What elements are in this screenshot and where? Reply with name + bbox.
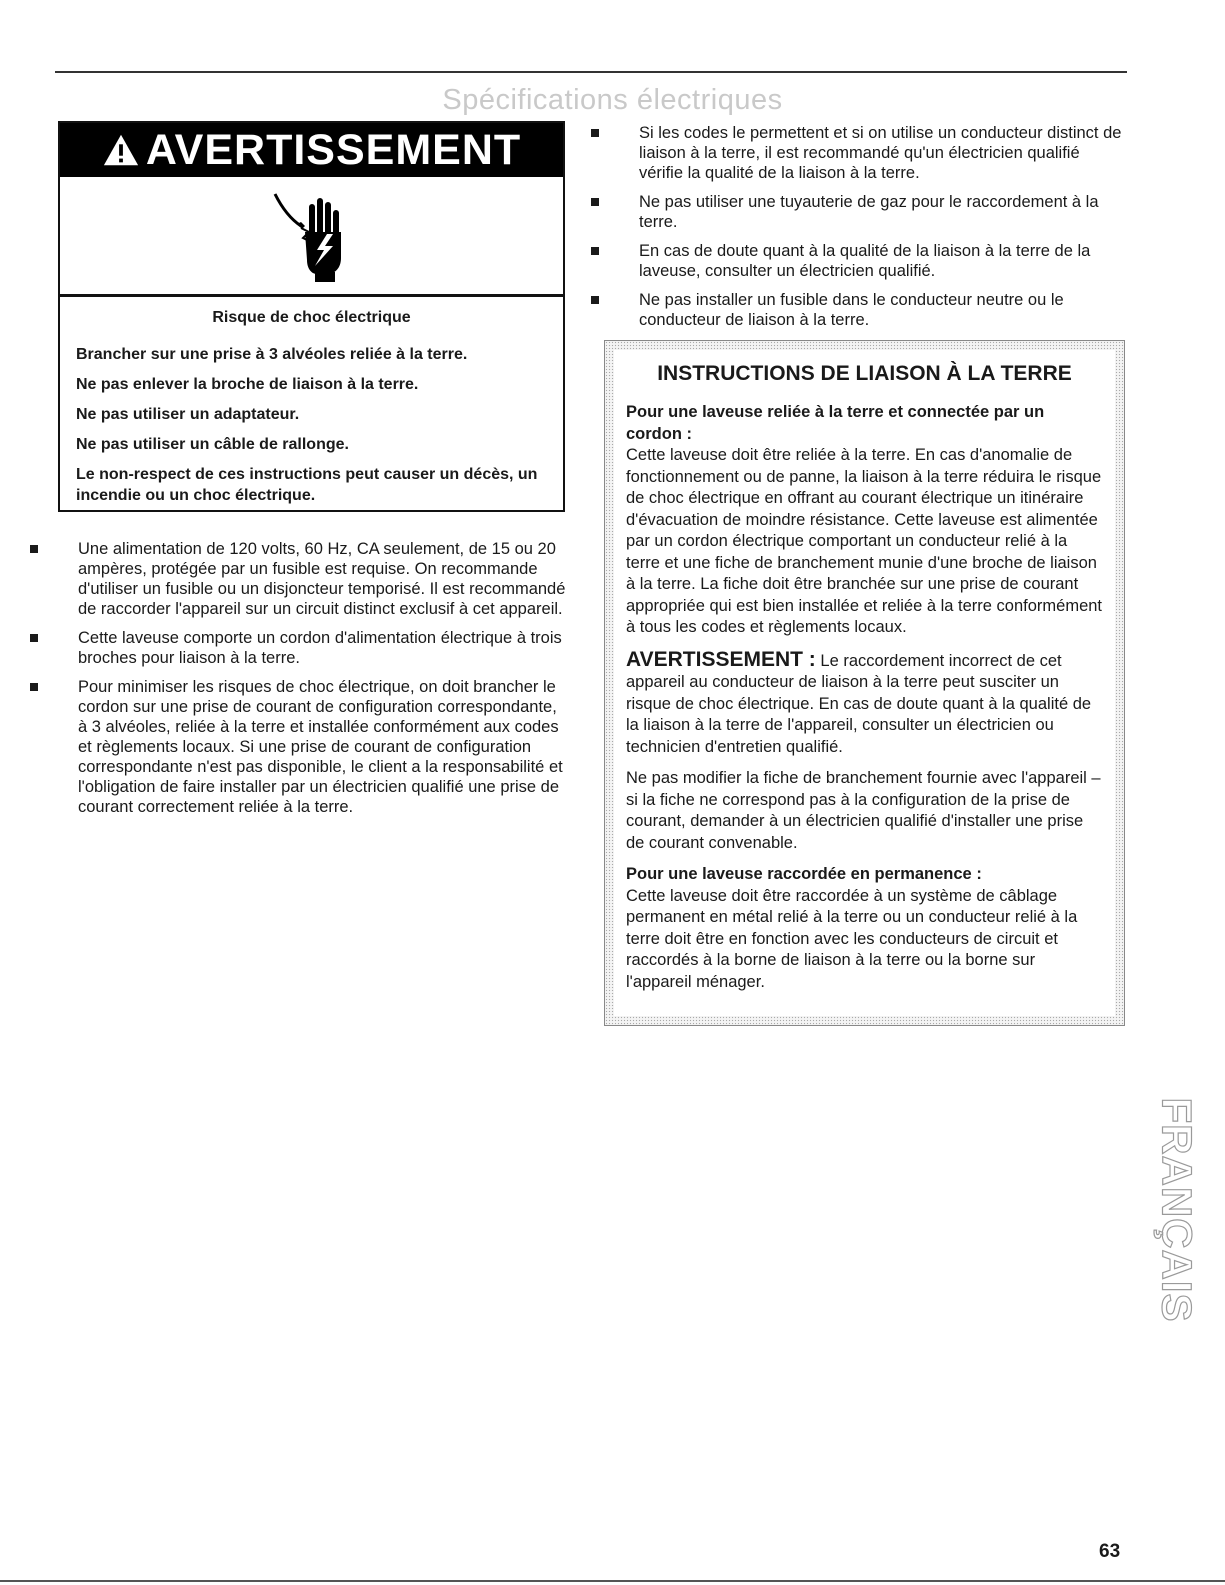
page-number: 63 (1099, 1541, 1121, 1562)
warning-header (60, 123, 563, 177)
electric-shock-hand-icon (267, 188, 357, 284)
warning-label: AVERTISSEMENT : (626, 647, 816, 671)
list-item: En cas de doute quant à la qualité de la liaison à la terre de la laveuse, consulter un électricien qualifié. (591, 241, 1127, 281)
permanent-text: Cette laveuse doit être raccordée à un système de câblage permanent en métal relié à la terre ou un conducteur relié à la terre doit être en fonction avec les conducteurs de circuit et raccordés à la borne de liaison à la terre ou la borne sur l'appareil ménager. (626, 886, 1078, 991)
plug-text: Ne pas modifier la fiche de branchement fournie avec l'appareil – si la fiche ne correspond pas à la configuration de la prise de courant, demander à un électricien qualifié d'installer une prise de courant convenable. (626, 769, 1101, 852)
list-item: Cette laveuse comporte un cordon d'alimentation électrique à trois broches pour liaison à la terre. (30, 628, 568, 668)
grounding-instructions-content (614, 350, 1115, 1016)
list-item: Ne pas utiliser une tuyauterie de gaz pour le raccordement à la terre. (591, 192, 1127, 232)
cord-heading: Pour une laveuse reliée à la terre et connectée par un cordon : (626, 403, 1045, 443)
list-item: Pour minimiser les risques de choc électrique, on doit brancher le cordon sur une prise de courant de configuration correspondante, à 3 alvéoles, reliée à la terre et installée conformément aux codes et règlements locaux. Si une prise de courant de configuration correspondante n'est pas disponible, le client a la responsabilité et l'obligation de faire installer par un électricien qualifié une prise de courant correctement reliée à la terre. (30, 677, 568, 817)
left-bullet-list (30, 539, 568, 826)
warning-header-text: AVERTISSEMENT (145, 125, 522, 174)
warning-text: Le raccordement incorrect de cet appareil au conducteur de liaison à la terre peut susciter un risque de choc électrique. En cas de doute quant à la qualité de la liaison à la terre de l'appareil, consulter un électricien ou technicien d'entretien qualifié. (626, 651, 1092, 756)
warning-triangle-icon (102, 132, 140, 168)
top-rule (55, 71, 1127, 73)
warning-body (60, 297, 563, 506)
cord-text: Cette laveuse doit être reliée à la terre. En cas d'anomalie de fonctionnement ou de panne, la liaison à la terre réduira le risque de choc électrique en offrant au courant électrique un itinéraire d'évacuation de moindre résistance. Cette laveuse est alimentée par un cordon électrique comportant un conducteur relié à la terre et une fiche de branchement munie d'une broche de liaison à la terre. La fiche doit être branchée sur une prise de courant appropriée qui est bien installée et reliée à la terre conformément à tous les codes et règlements locaux. (626, 446, 1103, 636)
warning-section (626, 649, 1103, 759)
language-tab-label: FRANÇAIS (1153, 1097, 1200, 1323)
warning-line: Ne pas utiliser un adaptateur. (76, 406, 300, 423)
list-item: Une alimentation de 120 volts, 60 Hz, CA seulement, de 15 ou 20 ampères, protégée par un fusible est requise. On recommande d'utiliser un fusible ou un disjoncteur temporisé. Il est recommandé de raccorder l'appareil sur un circuit distinct exclusif à cet appareil. (30, 539, 568, 619)
instructions-title: INSTRUCTIONS DE LIAISON À LA TERRE (657, 362, 1072, 385)
warning-line: Brancher sur une prise à 3 alvéoles reliée à la terre. (76, 346, 468, 363)
warning-box (58, 121, 565, 512)
permanent-section (626, 864, 1103, 993)
warning-line: Ne pas enlever la broche de liaison à la terre. (76, 376, 419, 393)
warning-line: Ne pas utiliser un câble de rallonge. (76, 436, 349, 453)
warning-risk: Risque de choc électrique (212, 309, 411, 326)
grounding-instructions-box (604, 340, 1125, 1026)
list-item: Ne pas installer un fusible dans le conducteur neutre ou le conducteur de liaison à la terre. (591, 290, 1127, 330)
page-title: Spécifications électriques (442, 84, 783, 116)
cord-section (626, 402, 1103, 639)
language-side-tab (1153, 1084, 1199, 1336)
warning-icon-area (60, 177, 563, 297)
right-bullet-list (591, 123, 1127, 339)
warning-line: Le non-respect de ces instructions peut causer un décès, un incendie ou un choc électrique. (76, 466, 538, 504)
list-item: Si les codes le permettent et si on utilise un conducteur distinct de liaison à la terre, il est recommandé qu'un électricien qualifié vérifie la qualité de la liaison à la terre. (591, 123, 1127, 183)
permanent-heading: Pour une laveuse raccordée en permanence : (626, 865, 982, 883)
bottom-rule (0, 1580, 1225, 1582)
